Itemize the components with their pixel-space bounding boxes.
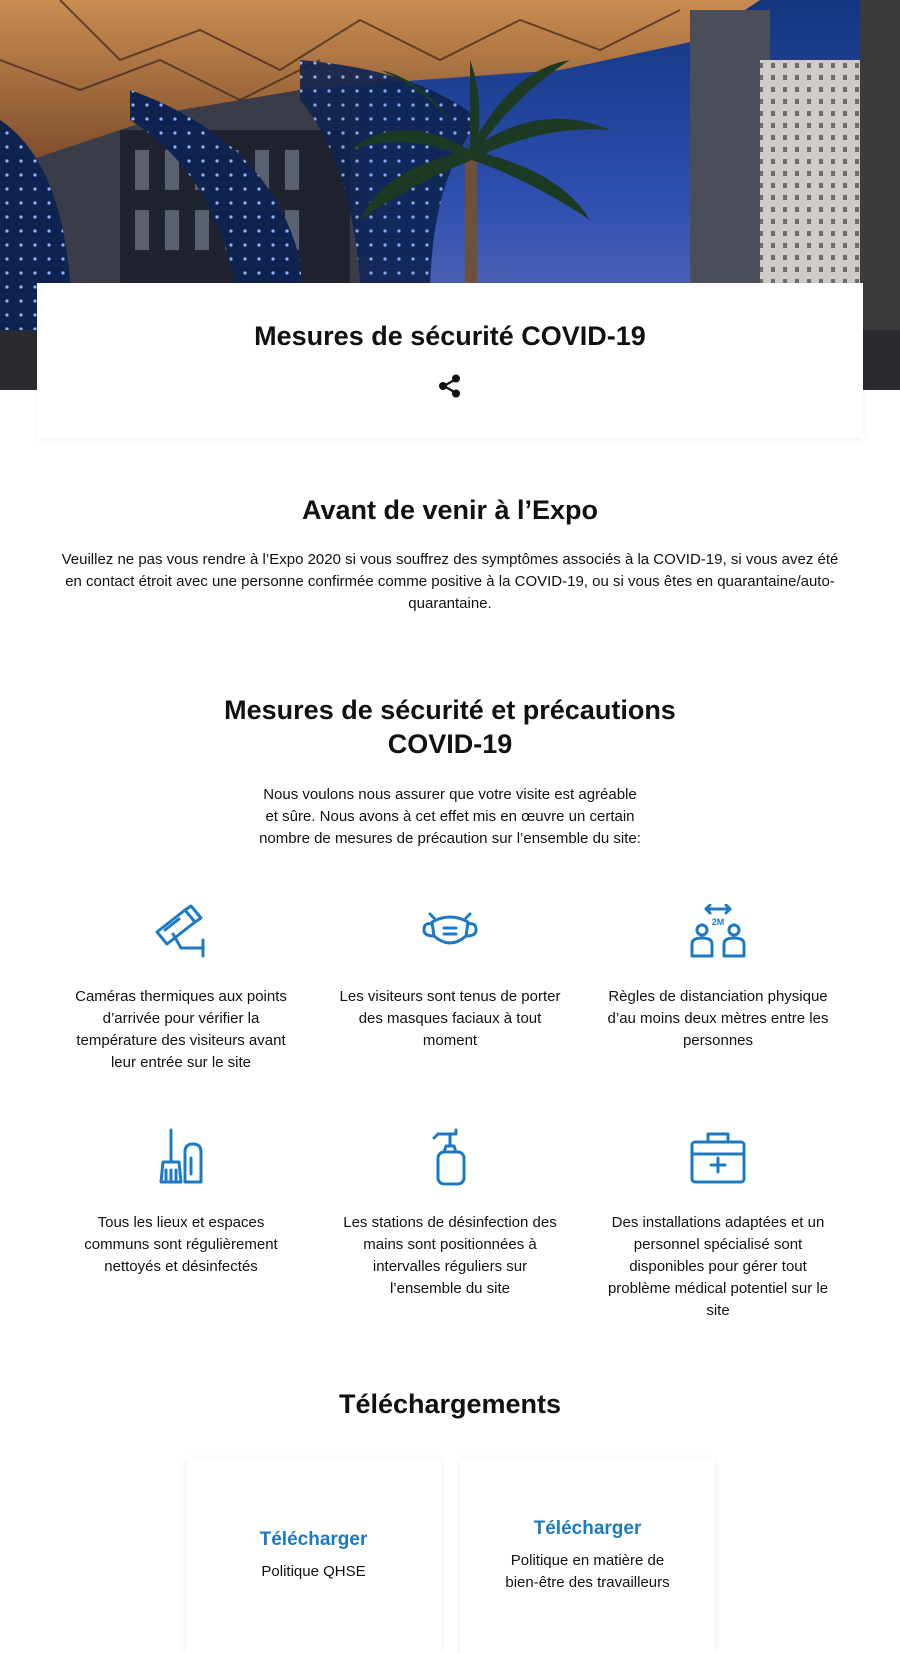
feature-social-distancing	[603, 904, 833, 1052]
download-label: Politique QHSE	[261, 1563, 366, 1580]
thermal-camera-icon	[151, 904, 211, 960]
page-title: Mesures de sécurité COVID-19	[254, 321, 646, 351]
feature-thermal-cameras	[66, 904, 296, 1074]
feature-text: Les visiteurs sont tenus de porter des masques faciaux à tout moment	[339, 988, 561, 1049]
download-card-qhse	[186, 1458, 441, 1653]
measures-title-line2: COVID-19	[387, 729, 513, 759]
share-icon[interactable]	[436, 372, 464, 400]
feature-cleaning	[66, 1128, 296, 1278]
feature-text: Les stations de désinfection des mains sont positionnées à intervalles réguliers sur l’ensemble du site	[343, 1214, 557, 1297]
feature-text: Des installations adaptées et un personnel spécialisé sont disponibles pour gérer tout problème médical potentiel sur le site	[607, 1214, 829, 1319]
download-link[interactable]: Télécharger	[259, 1529, 368, 1550]
sanitizer-icon	[420, 1128, 480, 1186]
measures-title-line1: Mesures de sécurité et précautions	[224, 695, 676, 725]
downloads-title: Téléchargements	[338, 1389, 562, 1419]
cleaning-icon	[151, 1128, 211, 1186]
feature-text: Tous les lieux et espaces communs sont régulièrement nettoyés et désinfectés	[84, 1214, 278, 1275]
measures-intro: Nous voulons nous assurer que votre visite est agréable et sûre. Nous avons à cet effet mis en œuvre un certain nombre de mesures de précaution sur l’ensemble du site:	[259, 786, 641, 847]
face-mask-icon	[420, 904, 480, 960]
distance-badge: 2M	[711, 917, 725, 927]
feature-text: Règles de distanciation physique d’au moins deux mètres entre les personnes	[607, 988, 829, 1049]
title-card	[37, 283, 863, 438]
measures-title	[0, 693, 900, 761]
before-text: Veuillez ne pas vous rendre à l’Expo 2020 si vous souffrez des symptômes associés à la COVID-19, si vous avez été en contact étroit avec une personne confirmée comme positive à la COVID-19, ou si vous êtes en quarantaine/auto-quarantaine.	[61, 551, 839, 612]
feature-text: Caméras thermiques aux points d’arrivée pour vérifier la température des visiteurs avant leur entrée sur le site	[75, 988, 287, 1071]
feature-face-masks	[335, 904, 565, 1052]
first-aid-kit-icon	[688, 1128, 748, 1186]
social-distance-icon	[688, 904, 748, 960]
download-label: Politique en matière de bien-être des travailleurs	[505, 1552, 670, 1591]
before-title: Avant de venir à l’Expo	[301, 495, 599, 525]
feature-sanitizer	[335, 1128, 565, 1300]
download-card-wellbeing	[460, 1458, 715, 1653]
download-link[interactable]: Télécharger	[533, 1518, 642, 1539]
feature-first-aid	[603, 1128, 833, 1322]
